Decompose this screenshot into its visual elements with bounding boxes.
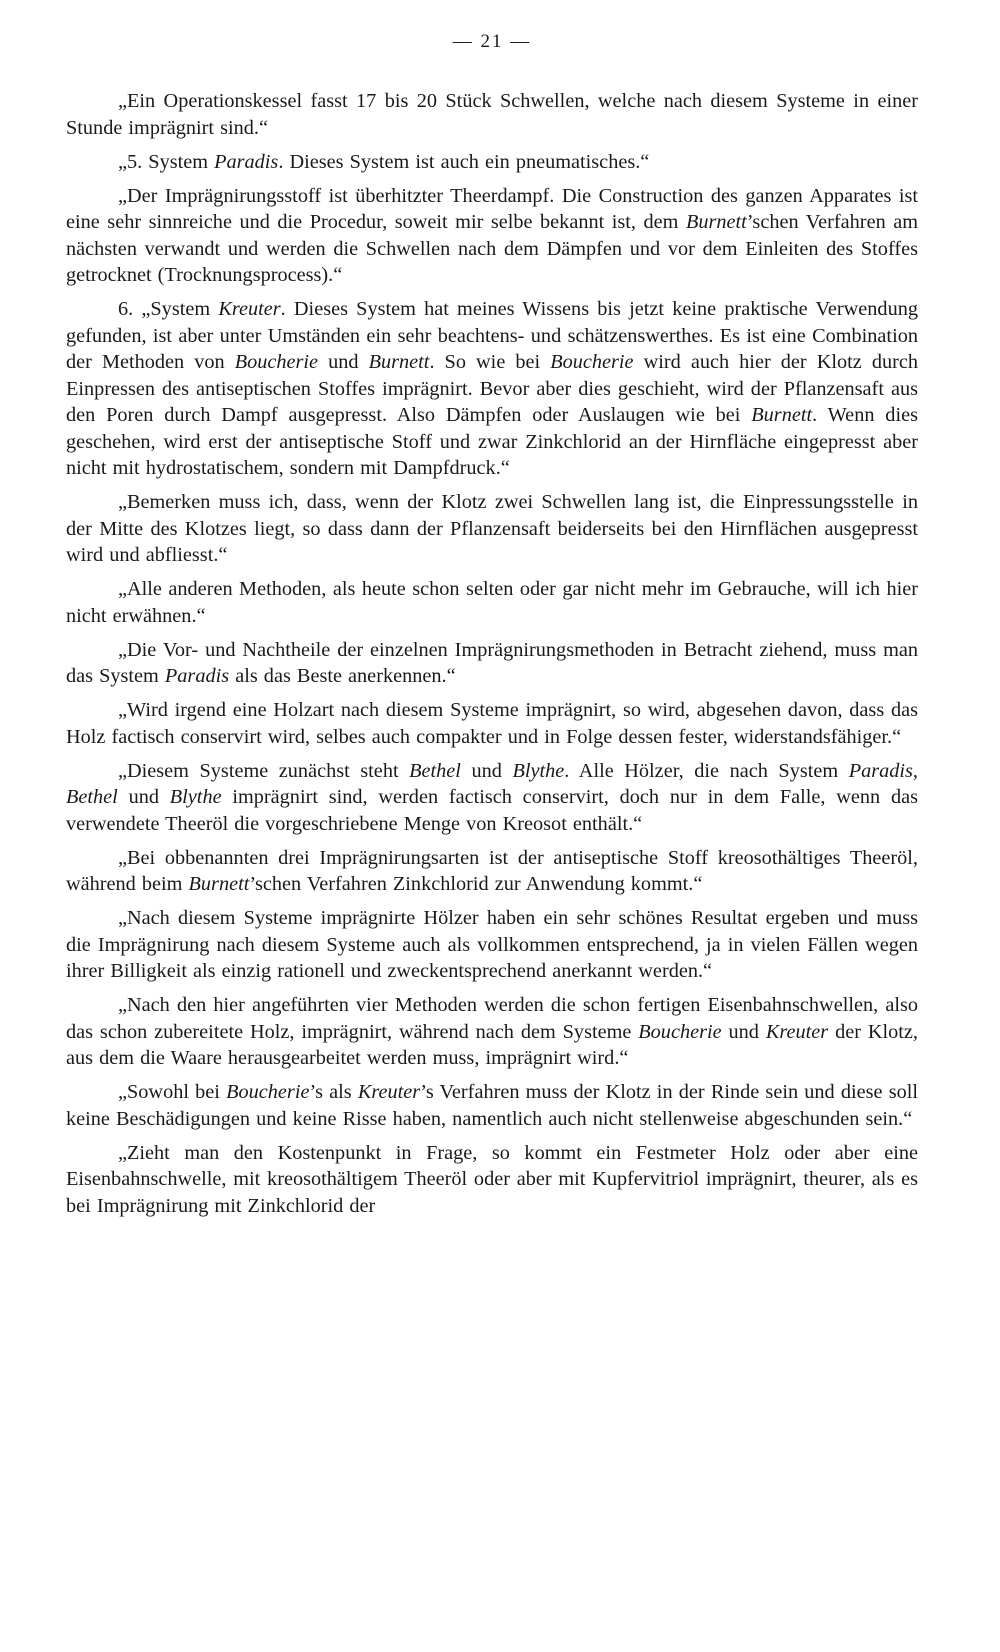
paragraph-obbenannten: „Bei obbenannten drei Imprägnirungsarten ist der antiseptische Stoff kreosothältiges Theeröl, während beim Burnett’schen Verfahren Zinkchlorid zur Anwendung kommt.“ [66, 846, 918, 895]
paragraph-bethel-blythe: „Diesem Systeme zunächst steht Bethel und Blythe. Alle Hölzer, die nach System Paradis, Bethel und Blythe imprägnirt sind, werden factisch conservirt, doch nur in dem Falle, wenn das verwendete Theeröl die vorgeschriebene Menge von Kreosot enthält.“ [66, 759, 918, 835]
paragraph-system-paradis: „5. System Paradis. Dieses System ist auch ein pneumatisches.“ [118, 150, 650, 173]
paragraph-impraegnirungsstoff: „Der Imprägnirungsstoff ist überhitzter Theerdampf. Die Construction des ganzen Apparates ist eine sehr sinnreiche und die Procedur, soweit mir selbe bekannt ist, dem Burnett’schen Verfahren am nächsten verwandt und werden die Schwellen nach dem Dämpfen und vor dem Einleiten des Stoffes getrocknet (Trocknungsprocess).“ [66, 184, 919, 286]
paragraph-vier-methoden: „Nach den hier angeführten vier Methoden werden die schon fertigen Eisenbahnschwellen, also das schon zubereitete Holz, imprägnirt, während nach dem Systeme Boucherie und Kreuter der Klotz, aus dem die Waare herausgearbeitet werden muss, imprägnirt wird.“ [66, 994, 918, 1069]
paragraph-rinde: „Sowohl bei Boucherie’s als Kreuter’s Verfahren muss der Klotz in der Rinde sein und diese soll keine Beschädigungen und keine Risse haben, namentlich auch nicht stellenweise abgeschunden sein.“ [66, 1081, 919, 1130]
paragraph-bemerken: „Bemerken muss ich, dass, wenn der Klotz zwei Schwellen lang ist, die Einpressungsstelle in der Mitte des Klotzes liegt, so dass dann der Pflanzensaft beiderseits bei den Hirnflächen ausgepresst wird und abfliesst.“ [66, 491, 918, 566]
paragraph-resultat: „Nach diesem Systeme imprägnirte Hölzer haben ein sehr schönes Resultat ergeben und muss die Imprägnirung nach diesem Systeme auch als vollkommen entsprechend, ja in vielen Fällen wegen ihrer Billigkeit als einzig rationell und zweckentsprechend anerkannt werden.“ [66, 907, 918, 982]
paragraph-operationskessel: „Ein Operationskessel fasst 17 bis 20 Stück Schwellen, welche nach diesem Systeme in einer Stunde imprägnirt sind.“ [66, 90, 918, 139]
paragraph-alle-anderen-methoden: „Alle anderen Methoden, als heute schon selten oder gar nicht mehr im Gebrauche, will ich hier nicht erwähnen.“ [66, 578, 918, 627]
paragraph-system-kreuter: 6. „System Kreuter. Dieses System hat meines Wissens bis jetzt keine praktische Verwendung gefunden, ist aber unter Umständen ein sehr beachtens- und schätzenswerthes. Es ist eine Combination der Methoden von Boucherie und Burnett. So wie bei Boucherie wird auch hier der Klotz durch Einpressen des antiseptischen Stoffes imprägnirt. Bevor aber dies geschieht, wird der Pflanzensaft aus den Poren durch Dampf ausgepresst. Also Dämpfen oder Auslaugen wie bei Burnett. Wenn dies geschehen, wird erst der antiseptische Stoff und zwar Zinkchlorid an der Hirnfläche eingepresst aber nicht mit hydrostatischem, sondern mit Dampfdruck.“ [66, 298, 918, 479]
document-page [66, 30, 918, 1227]
paragraph-kostenpunkt: „Zieht man den Kostenpunkt in Frage, so kommt ein Festmeter Holz oder aber eine Eisenbahnschwelle, mit kreosothältigem Theeröl oder aber mit Kupfervitriol imprägnirt, theurer, als es bei Imprägnirung mit Zinkchlorid der [66, 1141, 918, 1217]
paragraph-holzart: „Wird irgend eine Holzart nach diesem Systeme imprägnirt, so wird, abgesehen davon, dass das Holz factisch conservirt wird, selbes auch compakter und in Folge dessen fester, widerstandsfähiger.“ [66, 699, 918, 748]
page-number: — 21 — [452, 31, 532, 52]
paragraph-vor-und-nachtheile: „Die Vor- und Nachtheile der einzelnen Imprägnirungsmethoden in Betracht ziehend, muss man das System Paradis als das Beste anerkennen.“ [66, 638, 918, 687]
